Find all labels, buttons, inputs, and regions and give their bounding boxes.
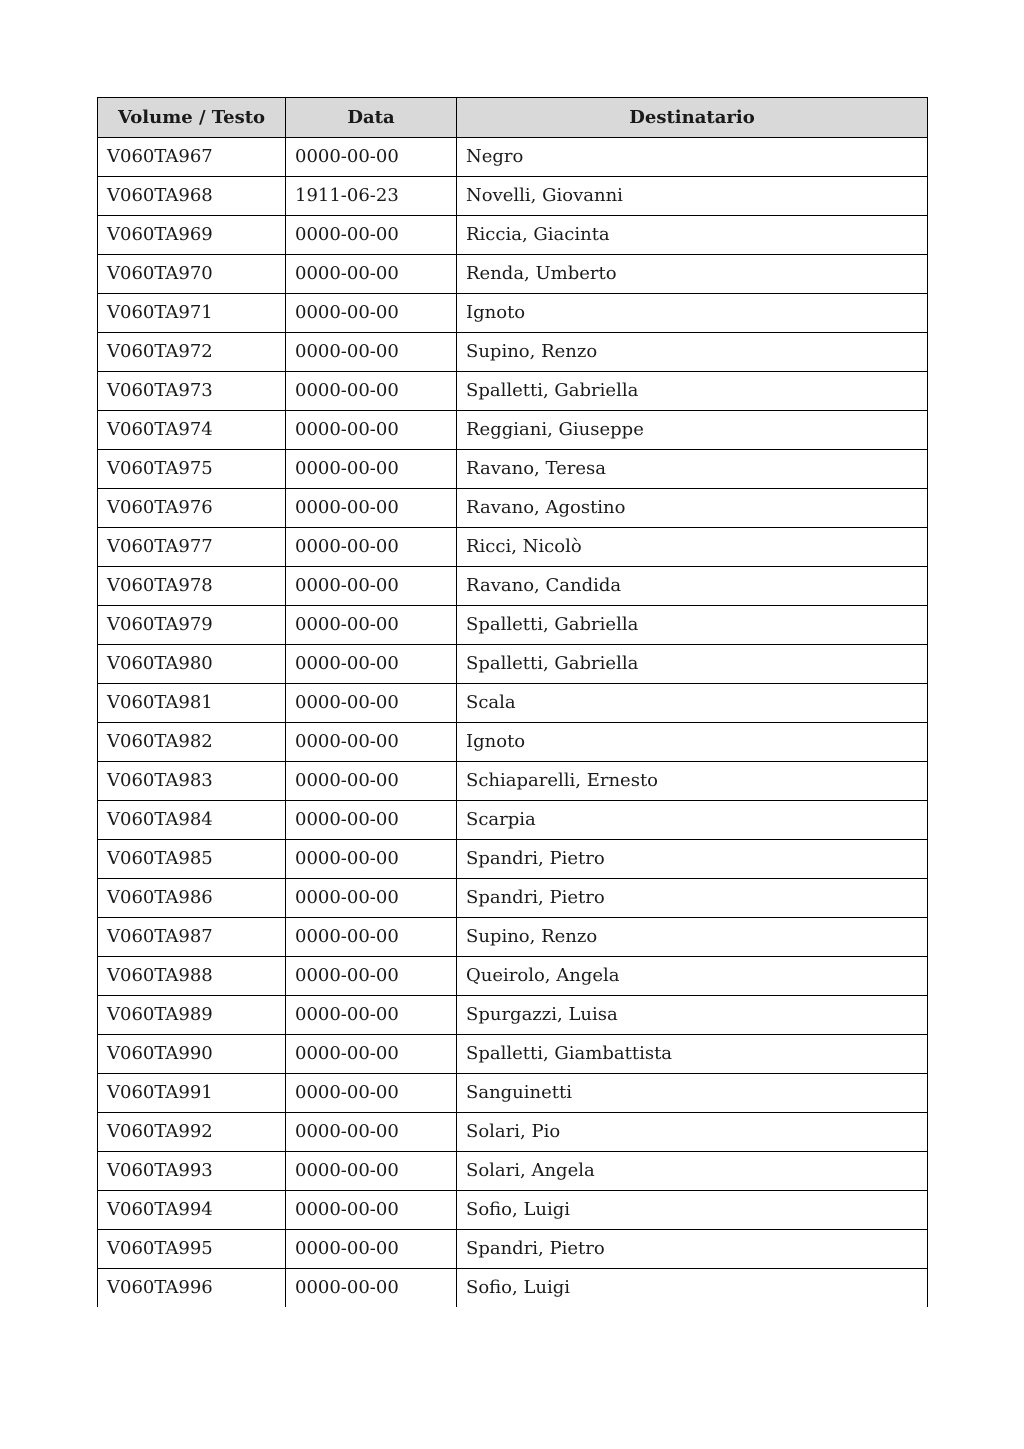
table-row — [98, 528, 928, 567]
table-row — [98, 1230, 928, 1269]
cell-data: 0000-00-00 — [286, 723, 457, 762]
cell-volume-testo: V060TA977 — [98, 528, 286, 567]
cell-destinatario: Sofio, Luigi — [457, 1191, 928, 1230]
table-row — [98, 879, 928, 918]
cell-data: 0000-00-00 — [286, 957, 457, 996]
cell-destinatario: Spandri, Pietro — [457, 840, 928, 879]
table-row — [98, 1269, 928, 1308]
cell-volume-testo: V060TA975 — [98, 450, 286, 489]
cell-volume-testo: V060TA974 — [98, 411, 286, 450]
cell-volume-testo: V060TA981 — [98, 684, 286, 723]
table-header-row — [98, 98, 928, 138]
cell-volume-testo: V060TA983 — [98, 762, 286, 801]
header-data: Data — [286, 98, 457, 138]
table-row — [98, 684, 928, 723]
cell-data: 0000-00-00 — [286, 801, 457, 840]
cell-data: 0000-00-00 — [286, 1113, 457, 1152]
cell-destinatario: Supino, Renzo — [457, 918, 928, 957]
table-row — [98, 138, 928, 177]
cell-destinatario: Ricci, Nicolò — [457, 528, 928, 567]
cell-volume-testo: V060TA970 — [98, 255, 286, 294]
cell-data: 0000-00-00 — [286, 762, 457, 801]
cell-volume-testo: V060TA989 — [98, 996, 286, 1035]
table-row — [98, 801, 928, 840]
table-row — [98, 294, 928, 333]
cell-destinatario: Spalletti, Gabriella — [457, 372, 928, 411]
table-row — [98, 996, 928, 1035]
cell-data: 1911-06-23 — [286, 177, 457, 216]
table-row — [98, 333, 928, 372]
header-volume-testo: Volume / Testo — [98, 98, 286, 138]
cell-data: 0000-00-00 — [286, 1269, 457, 1308]
cell-destinatario: Sanguinetti — [457, 1074, 928, 1113]
cell-data: 0000-00-00 — [286, 684, 457, 723]
cell-data: 0000-00-00 — [286, 1152, 457, 1191]
cell-data: 0000-00-00 — [286, 996, 457, 1035]
cell-destinatario: Spandri, Pietro — [457, 1230, 928, 1269]
cell-destinatario: Ignoto — [457, 723, 928, 762]
cell-volume-testo: V060TA980 — [98, 645, 286, 684]
cell-volume-testo: V060TA994 — [98, 1191, 286, 1230]
cell-data: 0000-00-00 — [286, 255, 457, 294]
cell-destinatario: Sofio, Luigi — [457, 1269, 928, 1308]
cell-destinatario: Scarpia — [457, 801, 928, 840]
cell-destinatario: Solari, Pio — [457, 1113, 928, 1152]
cell-volume-testo: V060TA969 — [98, 216, 286, 255]
table-row — [98, 762, 928, 801]
cell-data: 0000-00-00 — [286, 528, 457, 567]
table-row — [98, 372, 928, 411]
cell-data: 0000-00-00 — [286, 1191, 457, 1230]
table-row — [98, 411, 928, 450]
cell-destinatario: Scala — [457, 684, 928, 723]
table-row — [98, 606, 928, 645]
cell-data: 0000-00-00 — [286, 411, 457, 450]
cell-destinatario: Queirolo, Angela — [457, 957, 928, 996]
cell-data: 0000-00-00 — [286, 1230, 457, 1269]
cell-data: 0000-00-00 — [286, 918, 457, 957]
table-row — [98, 177, 928, 216]
cell-volume-testo: V060TA995 — [98, 1230, 286, 1269]
cell-data: 0000-00-00 — [286, 606, 457, 645]
cell-destinatario: Novelli, Giovanni — [457, 177, 928, 216]
table-row — [98, 567, 928, 606]
cell-data: 0000-00-00 — [286, 138, 457, 177]
cell-volume-testo: V060TA979 — [98, 606, 286, 645]
cell-destinatario: Spalletti, Gabriella — [457, 606, 928, 645]
table-row — [98, 1152, 928, 1191]
table-row — [98, 255, 928, 294]
cell-data: 0000-00-00 — [286, 489, 457, 528]
cell-data: 0000-00-00 — [286, 216, 457, 255]
cell-volume-testo: V060TA993 — [98, 1152, 286, 1191]
cell-volume-testo: V060TA988 — [98, 957, 286, 996]
cell-destinatario: Schiaparelli, Ernesto — [457, 762, 928, 801]
cell-data: 0000-00-00 — [286, 567, 457, 606]
cell-destinatario: Spalletti, Gabriella — [457, 645, 928, 684]
cell-destinatario: Spandri, Pietro — [457, 879, 928, 918]
cell-volume-testo: V060TA986 — [98, 879, 286, 918]
cell-data: 0000-00-00 — [286, 372, 457, 411]
cell-data: 0000-00-00 — [286, 840, 457, 879]
cell-destinatario: Ignoto — [457, 294, 928, 333]
cell-volume-testo: V060TA972 — [98, 333, 286, 372]
cell-destinatario: Spalletti, Giambattista — [457, 1035, 928, 1074]
table-row — [98, 918, 928, 957]
table-row — [98, 1191, 928, 1230]
cell-data: 0000-00-00 — [286, 1035, 457, 1074]
document-page — [97, 97, 927, 1307]
cell-destinatario: Negro — [457, 138, 928, 177]
cell-data: 0000-00-00 — [286, 879, 457, 918]
cell-data: 0000-00-00 — [286, 450, 457, 489]
cell-volume-testo: V060TA982 — [98, 723, 286, 762]
cell-data: 0000-00-00 — [286, 1074, 457, 1113]
table-body — [98, 138, 928, 1308]
cell-data: 0000-00-00 — [286, 294, 457, 333]
cell-destinatario: Supino, Renzo — [457, 333, 928, 372]
cell-data: 0000-00-00 — [286, 645, 457, 684]
cell-data: 0000-00-00 — [286, 333, 457, 372]
table-row — [98, 1035, 928, 1074]
cell-destinatario: Ravano, Teresa — [457, 450, 928, 489]
table-row — [98, 489, 928, 528]
cell-volume-testo: V060TA971 — [98, 294, 286, 333]
table-row — [98, 723, 928, 762]
cell-volume-testo: V060TA968 — [98, 177, 286, 216]
table-row — [98, 840, 928, 879]
cell-destinatario: Ravano, Candida — [457, 567, 928, 606]
cell-volume-testo: V060TA967 — [98, 138, 286, 177]
cell-volume-testo: V060TA992 — [98, 1113, 286, 1152]
cell-volume-testo: V060TA991 — [98, 1074, 286, 1113]
cell-volume-testo: V060TA987 — [98, 918, 286, 957]
cell-destinatario: Solari, Angela — [457, 1152, 928, 1191]
cell-destinatario: Riccia, Giacinta — [457, 216, 928, 255]
cell-volume-testo: V060TA990 — [98, 1035, 286, 1074]
cell-destinatario: Ravano, Agostino — [457, 489, 928, 528]
table-row — [98, 1113, 928, 1152]
cell-destinatario: Renda, Umberto — [457, 255, 928, 294]
cell-volume-testo: V060TA985 — [98, 840, 286, 879]
cell-volume-testo: V060TA978 — [98, 567, 286, 606]
letters-table — [97, 97, 928, 1307]
table-row — [98, 450, 928, 489]
table-row — [98, 216, 928, 255]
cell-volume-testo: V060TA976 — [98, 489, 286, 528]
header-destinatario: Destinatario — [457, 98, 928, 138]
table-row — [98, 957, 928, 996]
cell-volume-testo: V060TA973 — [98, 372, 286, 411]
cell-destinatario: Reggiani, Giuseppe — [457, 411, 928, 450]
cell-destinatario: Spurgazzi, Luisa — [457, 996, 928, 1035]
table-row — [98, 645, 928, 684]
table-row — [98, 1074, 928, 1113]
cell-volume-testo: V060TA996 — [98, 1269, 286, 1308]
cell-volume-testo: V060TA984 — [98, 801, 286, 840]
